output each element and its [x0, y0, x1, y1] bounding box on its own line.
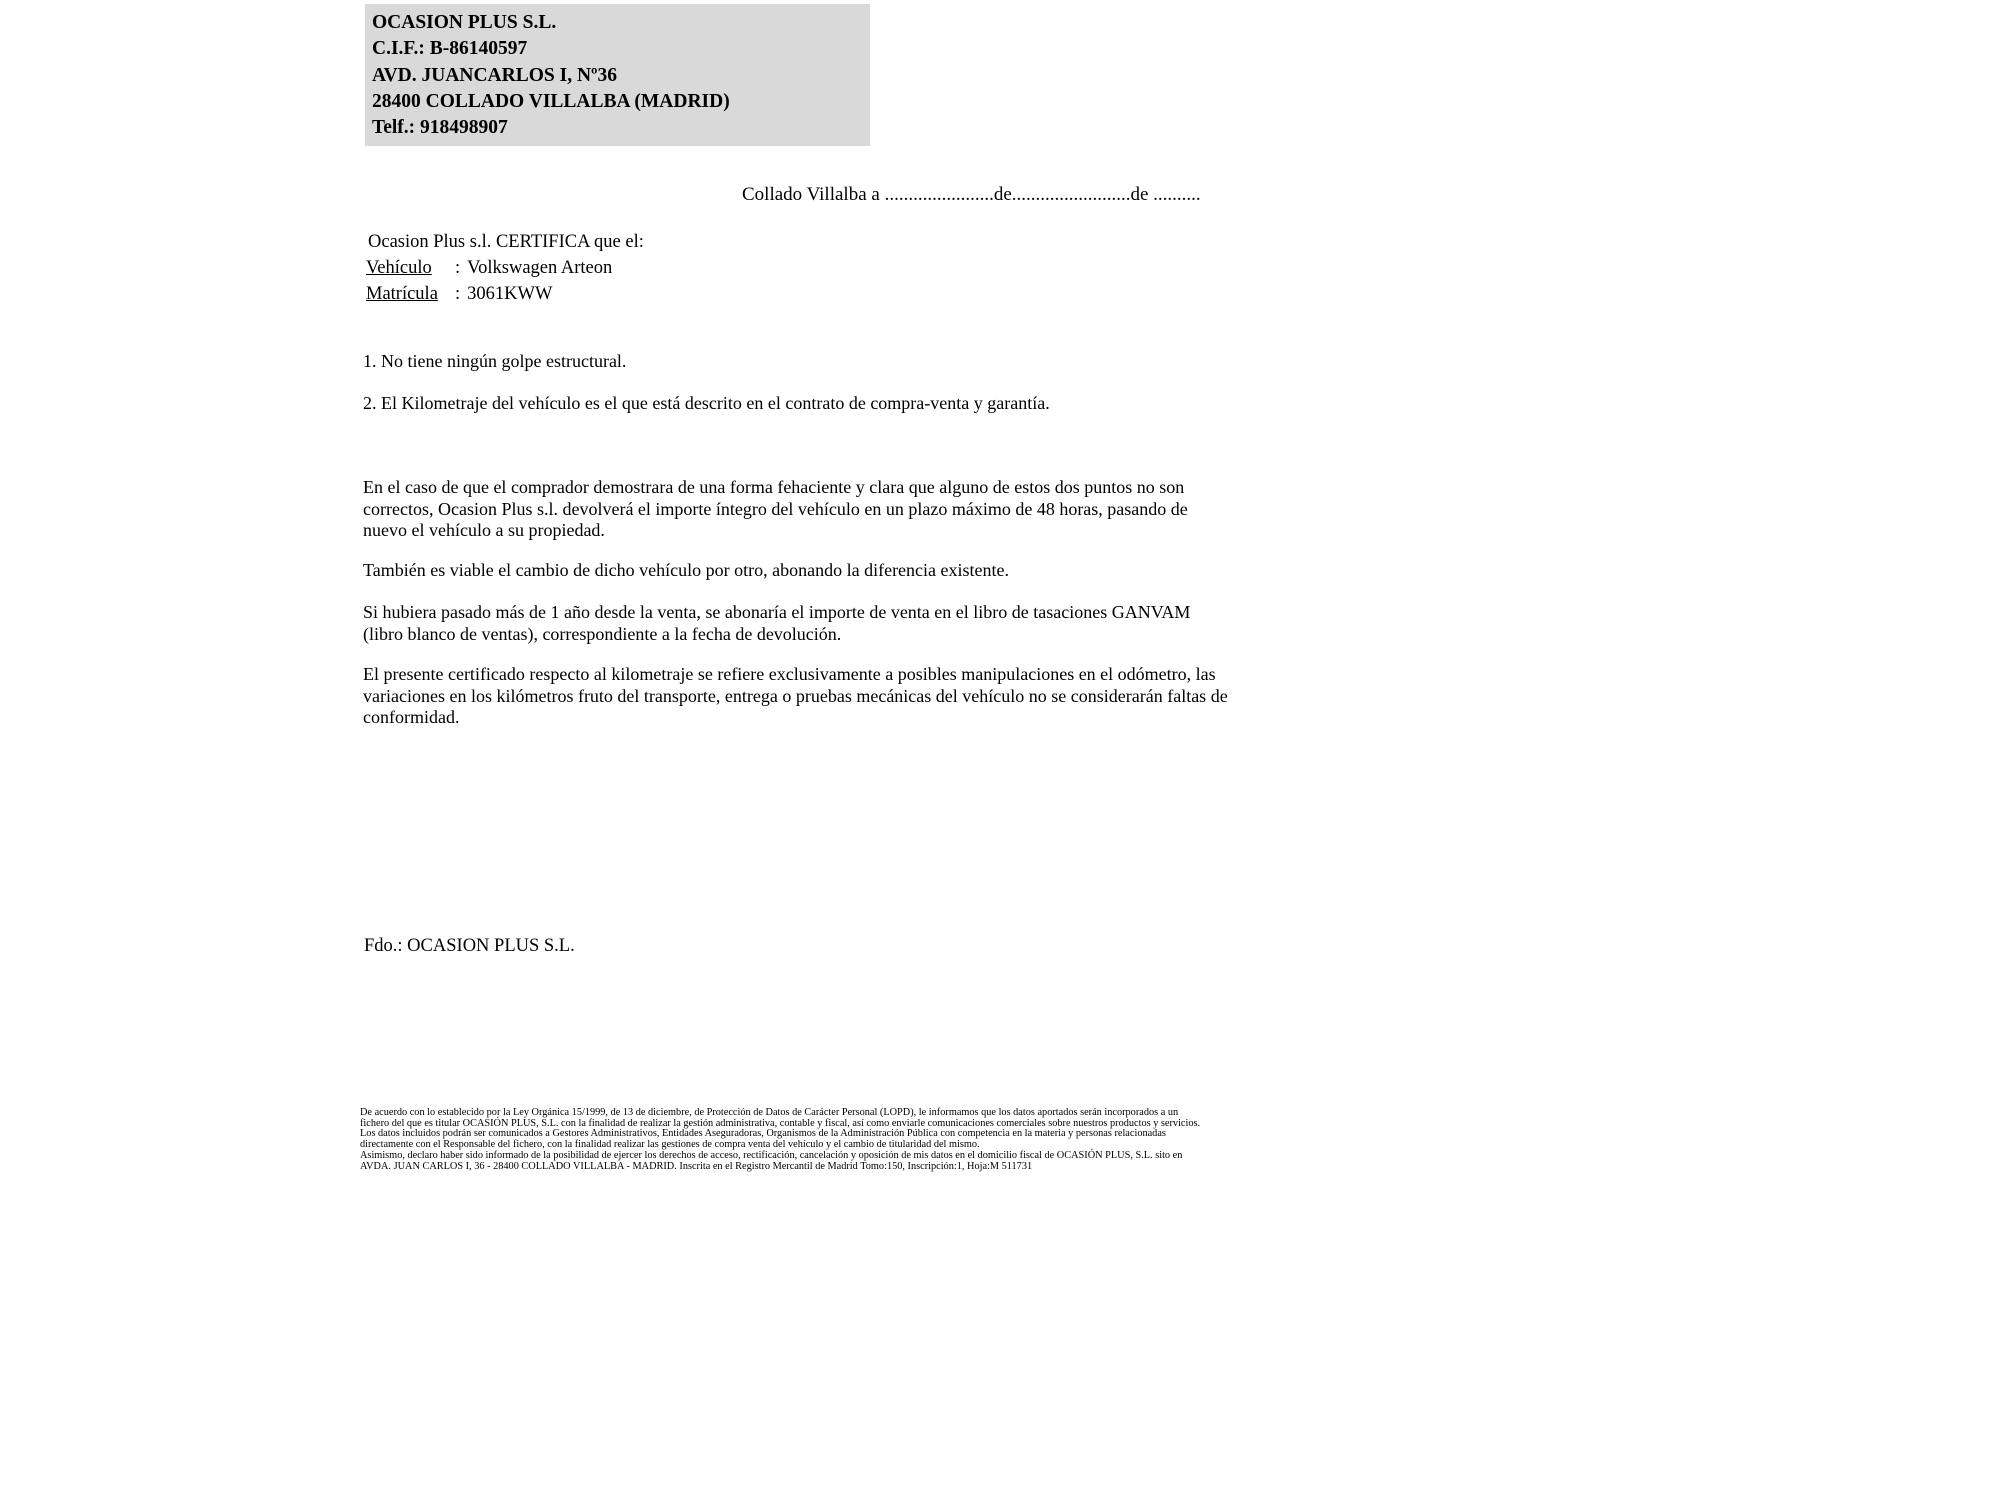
date-line: Collado Villalba a .......................de.........................de ..........: [742, 184, 1201, 205]
legal-paragraph-rights: Asimismo, declaro haber sido informado de la posibilidad de ejercer los derechos de acceso, rectificación, cancelación y oposición de mis datos en el domicilio fiscal de OCASIÓN PLUS, S.L. sito en AVDA. JUAN CARLOS I, 36 - 28400 COLLADO VILLALBA - MADRID. Inscrita en el Registro Mercantil de Madrid Tomo:150, Inscripción:1, Hoja:M 511731: [360, 1149, 1183, 1172]
paragraph-vehicle-exchange: También es viable el cambio de dicho vehículo por otro, abonando la diferencia existente.: [363, 560, 1010, 580]
paragraph-ganvam-valuation: Si hubiera pasado más de 1 año desde la venta, se abonaría el importe de venta en el libro de tasaciones GANVAM (libro blanco de ventas), correspondiente a la fecha de devolución.: [363, 602, 1191, 644]
paragraph-refund-policy: En el caso de que el comprador demostrara de una forma fehaciente y clara que alguno de estos dos puntos no son correctos, Ocasion Plus s.l. devolverá el importe íntegro del vehículo en un plazo máximo de 48 horas, pasando de nuevo el vehículo a su propiedad.: [363, 477, 1188, 541]
vehicle-value: Volkswagen Arteon: [467, 258, 613, 278]
vehicle-label: Vehículo: [366, 258, 432, 278]
certificate-point-1: 1. No tiene ningún golpe estructural.: [363, 351, 627, 371]
certifies-line: Ocasion Plus s.l. CERTIFICA que el:: [368, 232, 644, 252]
vehicle-separator: :: [455, 258, 461, 278]
signature-line: Fdo.: OCASION PLUS S.L.: [364, 936, 575, 956]
legal-paragraph-lopd: De acuerdo con lo establecido por la Ley Orgánica 15/1999, de 13 de diciembre, de Protección de Datos de Carácter Personal (LOPD), le informamos que los datos aportados serán incorporados a un fichero del que es titular OCASIÓN PLUS, S.L. con la finalidad de realizar la gestión administrativa, contable y fiscal, así como enviarle comunicaciones comerciales sobre nuestros productos y servicios.: [360, 1107, 1201, 1129]
plate-label: Matrícula: [366, 284, 438, 304]
company-address: AVD. JUANCARLOS I, Nº36: [372, 64, 617, 86]
paragraph-odometer-disclaimer: El presente certificado respecto al kilometraje se refiere exclusivamente a posibles manipulaciones en el odómetro, las variaciones en los kilómetros fruto del transporte, entrega o pruebas mecánicas del vehículo no se considerarán faltas de conformidad.: [363, 664, 1228, 728]
plate-separator: :: [455, 284, 461, 304]
company-cif: C.I.F.: B-86140597: [372, 38, 528, 60]
legal-paragraph-data-sharing: Los datos incluidos podrán ser comunicados a Gestores Administrativos, Entidades Aseguradoras, Organismos de la Administración Pública con competencia en la materia y personas relacionadas directamente con el Responsable del fichero, con la finalidad realizar las gestiones de compra venta del vehículo y el cambio de titularidad del mismo.: [360, 1128, 1166, 1151]
company-header: [365, 4, 870, 146]
certificate-point-2: 2. El Kilometraje del vehículo es el que está descrito en el contrato de compra-venta y garantía.: [363, 393, 1050, 413]
plate-value: 3061KWW: [467, 284, 553, 304]
vehicle-row: [366, 258, 612, 279]
company-name: OCASION PLUS S.L.: [372, 12, 557, 33]
company-phone: Telf.: 918498907: [372, 117, 508, 139]
company-city: 28400 COLLADO VILLALBA (MADRID): [372, 90, 730, 112]
legal-footer: [360, 1108, 1208, 1172]
plate-row: [366, 284, 552, 305]
